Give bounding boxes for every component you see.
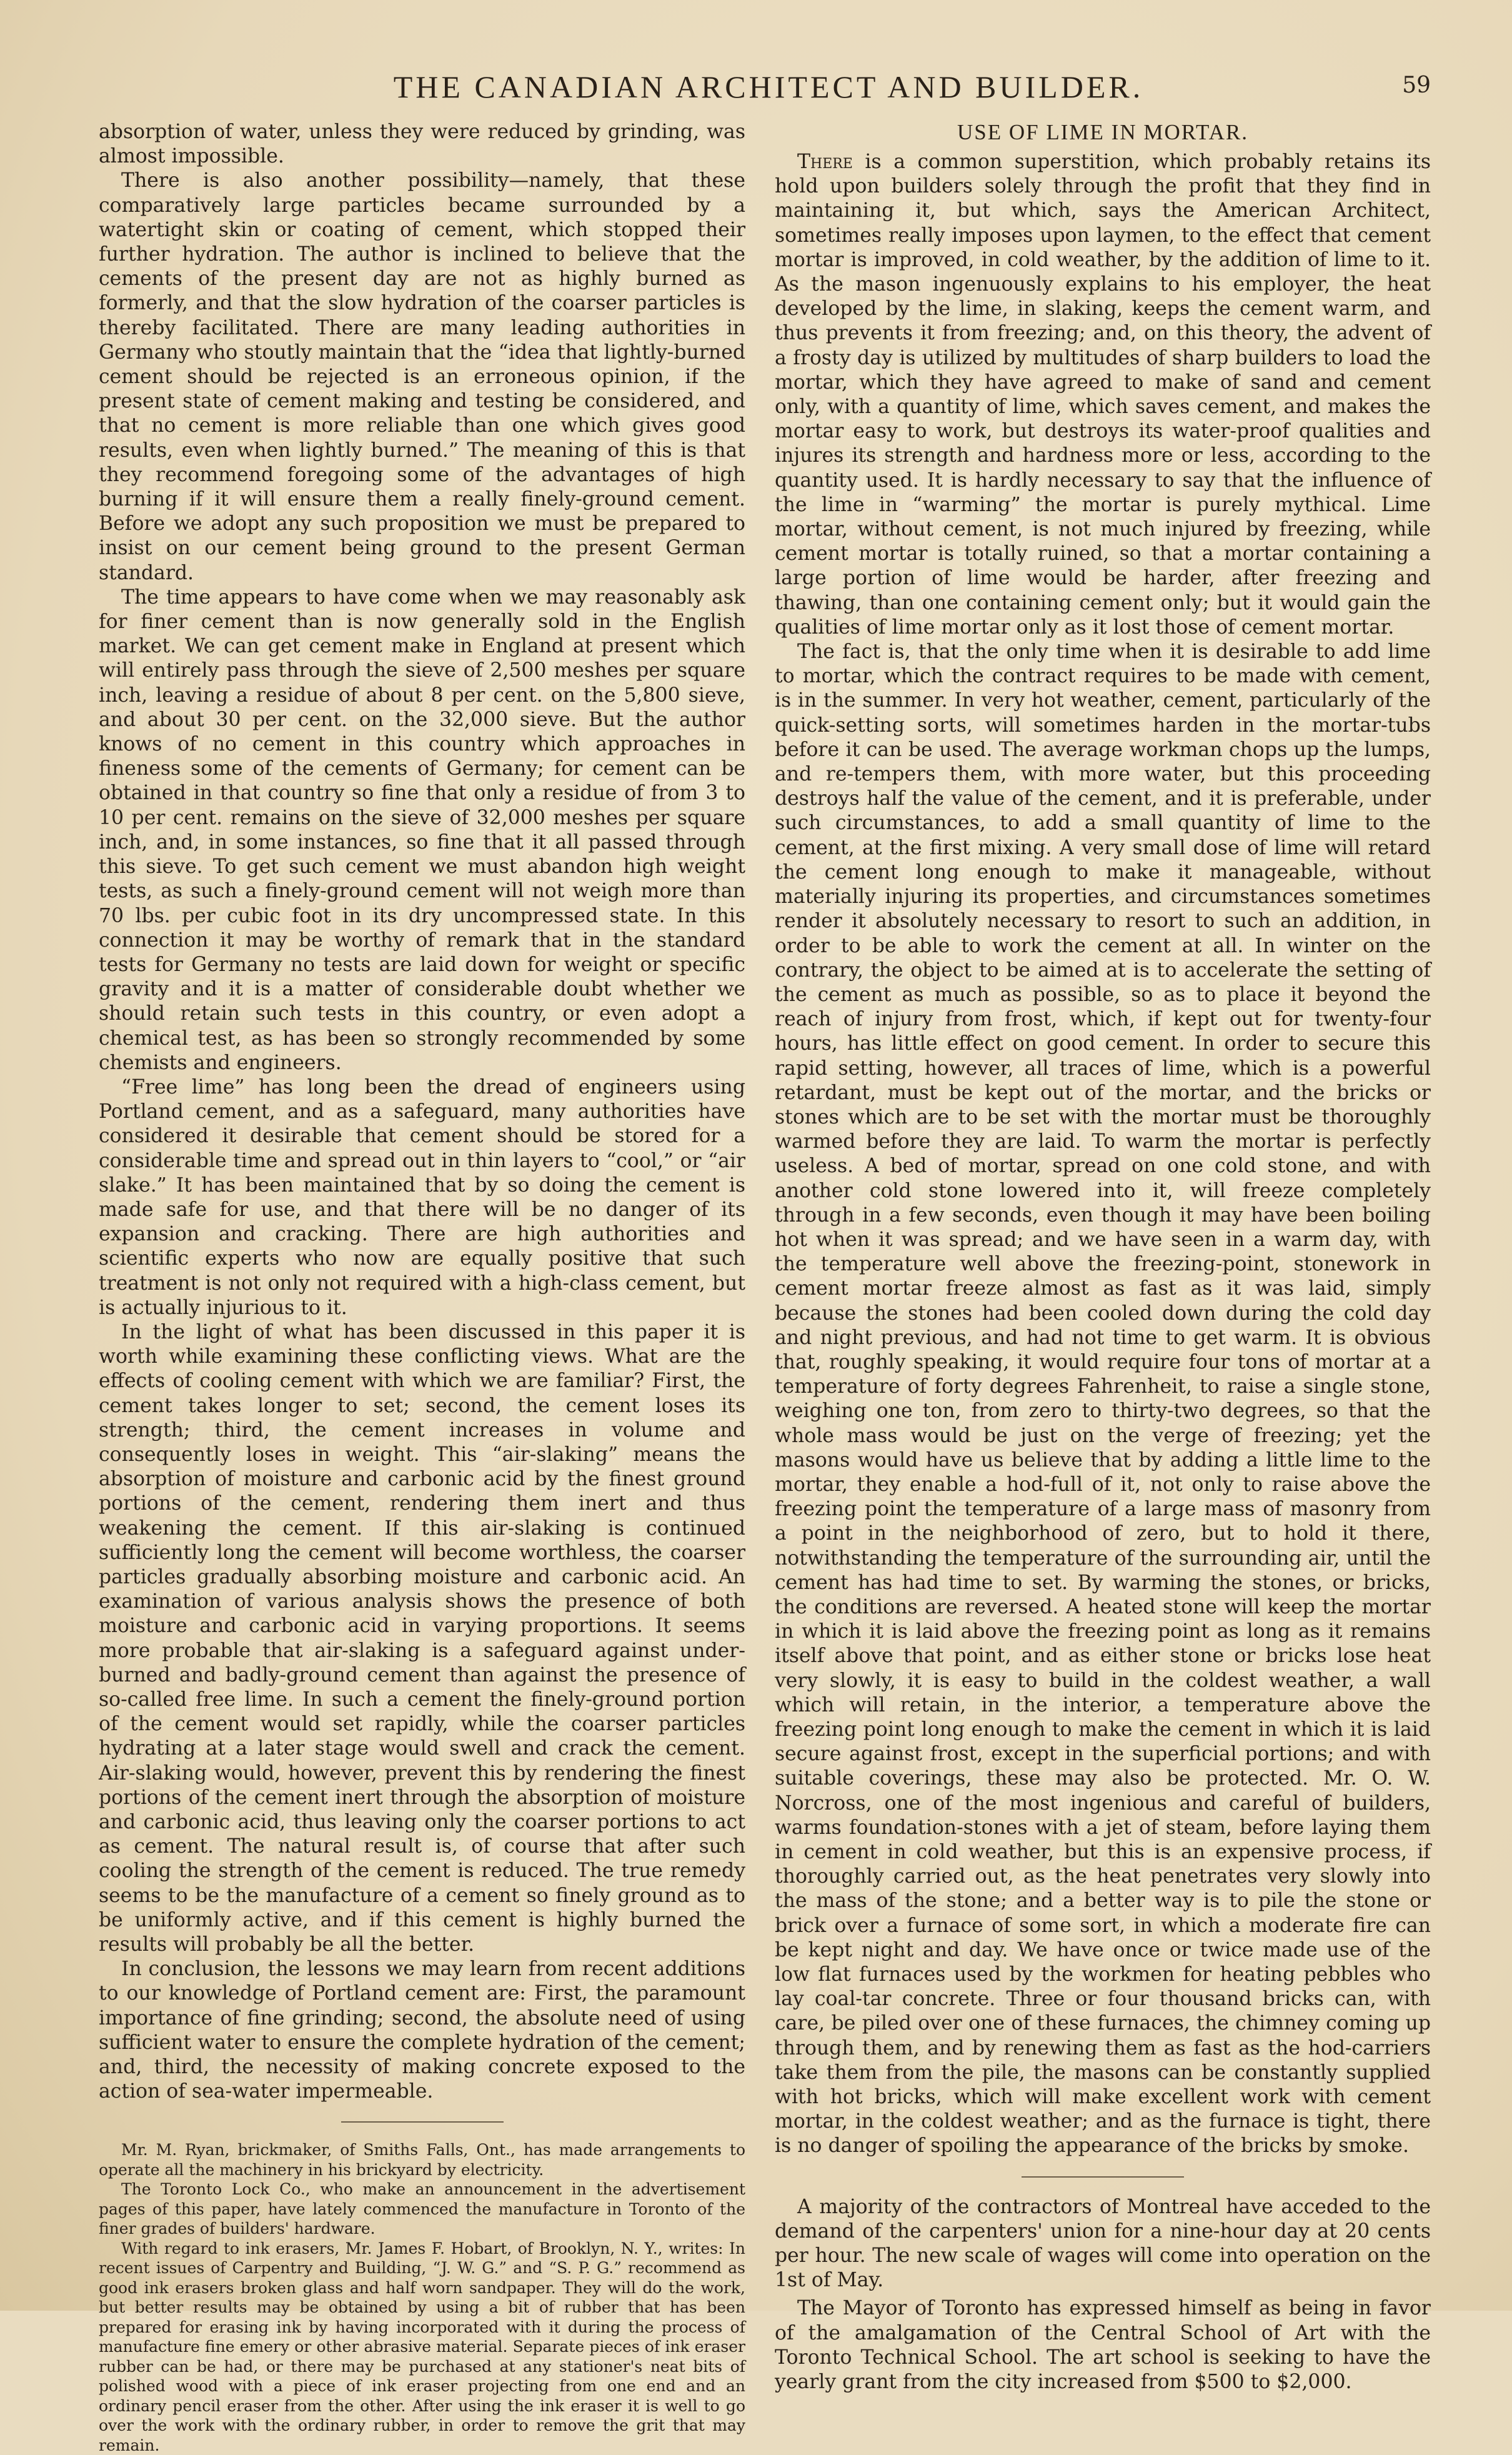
left-column <box>99 120 745 2455</box>
section-divider <box>341 2121 504 2123</box>
article-paragraph: In the light of what has been discussed in this paper it is worth while examining these conflicting views. What are the effects of cooling cement with which we are familiar? First, the cement takes longer to set; second, the cement loses its strength; third, the cement increases in volume and consequently loses in weight. This “air-slaking” means the absorption of moisture and carbonic acid by the finest ground portions of the cement, rendering them inert and thus weakening the cement. If this air-slaking is continued sufficiently long the cement will become worthless, the coarser particles gradually absorbing moisture and carbonic acid. An examination of various analysis shows the presence of both moisture and carbonic acid in varying proportions. It seems more probable that air-slaking is a safeguard against under-burned and badly-ground cement than against the presence of so-called free lime. In such a cement the finely-ground portion of the cement would set rapidly, while the coarser particles hydrating at a later stage would swell and crack the cement. Air-slaking would, however, prevent this by rendering the finest portions of the cement inert through the absorption of moisture and carbonic acid, thus leaving only the coarser portions to act as cement. The natural result is, of course that after such cooling the strength of the cement is reduced. The true remedy seems to be the manufacture of a cement so finely ground as to be uniformly active, and if this cement is highly burned the results will probably be all the better. <box>99 1320 745 1956</box>
article-paragraph: There is also another possibility—namely, that these comparatively large particles became surrounded by a watertight skin or coating of cement, which stopped their further hydration. The author is inclined to believe that the cements of the present day are not as highly burned as formerly, and that the slow hydration of the coarser particles is thereby facilitated. There are many leading authorities in Germany who stoutly maintain that the “idea that lightly-burned cement should be rejected is an erroneous opinion, if the present state of cement making and testing be considered, and that no cement is more reliable than one which gives good results, even when lightly burned.” The meaning of this is that they recommend foregoing some of the advantages of high burning if it will ensure them a really finely-ground cement. Before we adopt any such proposition we must be prepared to insist on our cement being ground to the present German standard. <box>99 169 745 584</box>
article-heading: USE OF LIME IN MORTAR. <box>957 120 1248 144</box>
page-header <box>94 69 1443 112</box>
news-note: With regard to ink erasers, Mr. James F. Hobart, of Brooklyn, N. Y., writes: In recent issues of Carpentry and Building, “J. W. G.” and “S. P. G.” recommend as good ink erasers broken glass and half worn sandpaper. They will do the work, but better results may be obtained by using a bit of rubber that has been prepared for erasing ink by having incorporated with it during the process of manufacture fine emery or other abrasive material. Separate pieces of ink eraser rubber can be had, or there may be purchased at any stationer's neat bits of polished wood with a piece of ink eraser projecting from one end and an ordinary pencil eraser from the other. After using the ink eraser it is well to go over the work with the ordinary rubber, in order to remove the grit that may remain. <box>99 2239 745 2454</box>
article-paragraph: The fact is, that the only time when it is desirable to add lime to mortar, which the contract requires to be made with cement, is in the summer. In very hot weather, cement, particularly of the quick-setting sorts, will sometimes harden in the mortar-tubs before it can be used. The average workman chops up the lumps, and re-tempers them, with more water, but this proceeding destroys half the value of the cement, and it is preferable, under such circumstances, to add a small quantity of lime to the cement, at the first mixing. A very small dose of lime will retard the cement long enough to make it manageable, without materially injuring its properties, and circumstances sometimes render it absolutely necessary to resort to such an addition, in order to be able to work the cement at all. In winter on the contrary, the object to be aimed at is to accelerate the setting of the cement as much as possible, so as to place it beyond the reach of injury from frost, which, if kept out for twenty-four hours, has little effect on good cement. In order to secure this rapid setting, however, all traces of lime, which is a powerful retardant, must be kept out of the mortar, and the bricks or stones which are to be set with the mortar must be thoroughly warmed before they are laid. To warm the mortar is perfectly useless. A bed of mortar, spread on one cold stone, and with another cold stone lowered into it, will freeze completely through in a few seconds, even though it may have been boiling hot when it was spread; and we have seen in a warm day, with the temperature well above the freezing-point, stonework in cement mortar freeze almost as fast as it was laid, simply because the stones had been cooled down during the cold day and night previous, and had not time to get warm. It is obvious that, roughly speaking, it would require four tons of mortar at a temperature of forty degrees Fahrenheit, to raise a single stone, weighing one ton, from zero to thirty-two degrees, so that the whole mass would be just on the verge of freezing; yet the masons would have us believe that by adding a little lime to the mortar, they enable a hod-full of it, not only to raise above the freezing point the temperature of a large mass of masonry from a point in the neighborhood of zero, but to hold it there, notwithstanding the temperature of the surrounding air, until the cement has had time to set. By warming the stones, or bricks, the conditions are reversed. A heated stone will keep the mortar in which it is laid above the freezing point as long as it remains itself above that point, and as either stone or bricks lose heat very slowly, it is easy to build in the coldest weather, a wall which will retain, in the interior, a temperature above the freezing point long enough to make the cement in which it is laid secure against frost, except in the superficial portions; and with suitable coverings, these may also be protected. Mr. O. W. Norcross, one of the most ingenious and careful of builders, warms foundation-stones with a jet of steam, before laying them in cement in cold weather, but this is an expensive process, if thoroughly carried out, as the heat penetrates very slowly into the mass of the stone; and a better way is to pile the stone or brick over a furnace of some sort, in which a moderate fire can be kept night and day. We have once or twice made use of the low flat furnaces used by the workmen for heating pebbles who lay coal-tar concrete. Three or four thousand bricks can, with care, be piled over one of these furnaces, the chimney coming up through them, and by renewing them as fast as the hod-carriers take them from the pile, the masons can be constantly supplied with hot bricks, which will make excellent work with cement mortar, in the coldest weather; and as the furnace is tight, there is no danger of spoiling the appearance of the bricks by smoke. <box>775 640 1431 2158</box>
news-item: The Mayor of Toronto has expressed himself as being in favor of the amalgamation of the Central School of Art with the Toronto Technical School. The art school is seeking to have the yearly grant from the city increased from $500 to $2,000. <box>775 2297 1431 2394</box>
publication-masthead: THE CANADIAN ARCHITECT AND BUILDER. <box>393 69 1144 104</box>
right-column <box>775 120 1431 2394</box>
section-divider <box>1022 2176 1184 2178</box>
news-note: Mr. M. Ryan, brickmaker, of Smiths Falls, Ont., has made arrangements to operate all the machinery in his brickyard by electricity. <box>99 2141 745 2179</box>
news-item: A majority of the contractors of Montreal have acceded to the demand of the carpenters' union for a nine-hour day at 20 cents per hour. The new scale of wages will come into operation on the 1st of May. <box>775 2195 1431 2292</box>
article-paragraph: absorption of water, unless they were reduced by grinding, was almost impossible. <box>99 121 745 168</box>
lead-word: There <box>797 151 853 173</box>
page-number: 59 <box>1402 72 1431 98</box>
lead-text: is a common superstition, which probably retains its hold upon builders solely through the profit that they find in maintaining it, but which, says the American Architect, sometimes really imposes upon laymen, to the effect that cement mortar is improved, in cold weather, by the addition of lime to it. As the mason ingenuously explains to his employer, the heat developed by the lime, in slaking, keeps the cement warm, and thus prevents it from freezing; and, on this theory, the advent of a frosty day is utilized by multitudes of sharp builders to load the mortar, which they have agreed to make of sand and cement only, with a quantity of lime, which saves cement, and makes the mortar easy to work, but destroys its water-proof qualities and injures its strength and hardness more or less, according to the quantity used. It is hardly necessary to say that the influence of the lime in “warming” the mortar is purely mythical. Lime mortar, without cement, is not much injured by freezing, while cement mortar is totally ruined, so that a mortar containing a large portion of lime would be harder, after freezing and thawing, than one containing cement only; but it would gain the qualities of lime mortar only as it lost those of cement mortar. <box>775 151 1431 639</box>
article-paragraph: “Free lime” has long been the dread of engineers using Portland cement, and as a safeguard, many authorities have considered it desirable that cement should be stored for a considerable time and spread out in thin layers to “cool,” or “air slake.” It has been maintained that by so doing the cement is made safe for use, and that there will be no danger of its expansion and cracking. There are high authorities and scientific experts who now are equally positive that such treatment is not only not required with a high-class cement, but is actually injurious to it. <box>99 1075 745 1319</box>
article-paragraph: The time appears to have come when we may reasonably ask for finer cement than is now generally sold in the English market. We can get cement make in England at present which will entirely pass through the sieve of 2,500 meshes per square inch, leaving a residue of about 8 per cent. on the 5,800 sieve, and about 30 per cent. on the 32,000 sieve. But the author knows of no cement in this country which approaches in fineness some of the cements of Germany; for cement can be obtained in that country so fine that only a residue of from 3 to 10 per cent. remains on the sieve of 32,000 meshes per square inch, and, in some instances, so fine that it all passed through this sieve. To get such cement we must abandon high weight tests, as such a finely-ground cement will not weigh more than 70 lbs. per cubic foot in its dry uncompressed state. In this connection it may be worthy of remark that in the standard tests for Germany no tests are laid down for weight or specific gravity and it is a matter of considerable doubt whether we should retain such tests in this country, or even adopt a chemical test, as has been so strongly recommended by some chemists and engineers. <box>99 585 745 1074</box>
news-note: The Toronto Lock Co., who make an announcement in the advertisement pages of this paper, have lately commenced the manufacture in Toronto of the finer grades of builders' hardware. <box>99 2180 745 2238</box>
news-notes <box>99 2140 745 2455</box>
article-paragraph <box>775 150 1431 640</box>
article-paragraph: In conclusion, the lessons we may learn from recent additions to our knowledge of Portland cement are: First, the paramount importance of fine grinding; second, the absolute need of using sufficient water to ensure the complete hydration of the cement; and, third, the necessity of making concrete exposed to the action of sea-water impermeable. <box>99 1958 745 2103</box>
